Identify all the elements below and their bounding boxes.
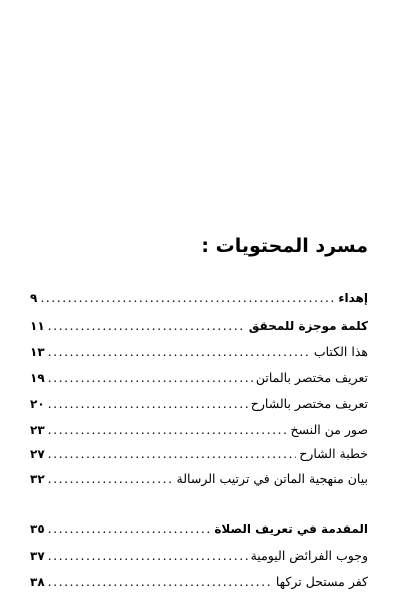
toc-entry-title: تعريف مختصر بالشارح xyxy=(250,396,368,411)
toc-dot-leader xyxy=(48,369,253,387)
toc-page-number: ٣٥ xyxy=(30,522,45,536)
toc-page-number: ١١ xyxy=(30,319,45,333)
toc-dot-leader xyxy=(48,573,273,591)
toc-entry[interactable] xyxy=(30,445,368,463)
toc-page-number: ٣٨ xyxy=(30,575,45,589)
toc-page-number: ٣٢ xyxy=(30,472,45,486)
toc-dot-leader xyxy=(48,445,297,463)
toc-entry-title: إهداء xyxy=(338,291,368,305)
toc-dot-leader xyxy=(48,343,311,361)
toc-page-number: ٢٧ xyxy=(30,447,45,461)
toc-page-number: ٢٠ xyxy=(30,397,45,411)
toc-entry-title: وجوب الفرائض اليومية xyxy=(250,548,368,563)
toc-entry[interactable] xyxy=(30,547,368,565)
toc-entry[interactable] xyxy=(30,343,368,361)
toc-entry-title: بيان منهجية الماتن في ترتيب الرسالة xyxy=(176,471,368,486)
toc-page-number: ٣٧ xyxy=(30,549,45,563)
toc-dot-leader xyxy=(48,395,248,413)
toc-page-number: ١٩ xyxy=(30,371,45,385)
toc-dot-leader xyxy=(48,421,288,439)
toc-page-number: ١٣ xyxy=(30,345,45,359)
toc-entry-title: هذا الكتاب xyxy=(313,344,368,359)
toc-entry[interactable] xyxy=(30,520,368,538)
toc-entry[interactable] xyxy=(30,317,368,335)
toc-entry[interactable] xyxy=(30,573,368,591)
toc-entry[interactable] xyxy=(30,421,368,439)
toc-dot-leader xyxy=(48,520,212,538)
toc-page-number: ٢٣ xyxy=(30,423,45,437)
toc-dot-leader xyxy=(40,289,335,307)
toc-entry-title: تعريف مختصر بالماتن xyxy=(255,370,368,385)
toc-dot-leader xyxy=(48,470,174,488)
toc-entry-title: خطبة الشارح xyxy=(299,446,368,461)
contents-heading: مسرد المحتويات : xyxy=(201,235,368,257)
toc-entry-title: صور من النسخ xyxy=(290,422,368,437)
toc-entry-title: كفر مستحل تركها xyxy=(275,574,368,589)
toc-dot-leader xyxy=(48,547,248,565)
toc-entry[interactable] xyxy=(30,369,368,387)
toc-entry[interactable] xyxy=(30,289,368,307)
toc-dot-leader xyxy=(48,317,246,335)
toc-entry[interactable] xyxy=(30,470,368,488)
toc-page-number: ٩ xyxy=(30,291,38,305)
toc-entry-title: كلمة موجزة للمحقق xyxy=(248,319,368,333)
toc-entry-title: المقدمة في تعريف الصلاة xyxy=(214,522,368,536)
toc-entry[interactable] xyxy=(30,395,368,413)
